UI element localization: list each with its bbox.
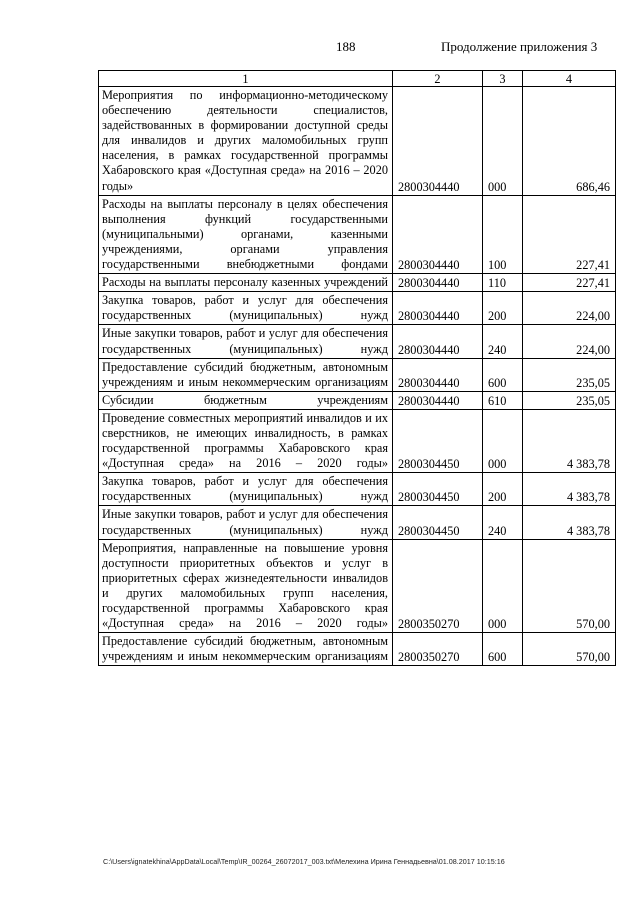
- row-target-code: 2800304450: [393, 409, 483, 472]
- table-row: [99, 539, 616, 633]
- row-target-code: 2800350270: [393, 633, 483, 666]
- row-target-code: 2800304440: [393, 87, 483, 196]
- row-target-code: 2800304440: [393, 358, 483, 391]
- row-description: Закупка товаров, работ и услуг для обеспечения государственных (муниципальных) нужд: [99, 473, 393, 506]
- row-amount: 4 383,78: [523, 409, 616, 472]
- row-expense-type: 600: [483, 358, 523, 391]
- row-expense-type: 000: [483, 87, 523, 196]
- row-target-code: 2800304440: [393, 292, 483, 325]
- row-target-code: 2800304440: [393, 274, 483, 292]
- continuation-title: Продолжение приложения 3: [441, 39, 598, 54]
- table-row: [99, 325, 616, 358]
- table-row: [99, 633, 616, 666]
- table-row: [99, 195, 616, 273]
- table-row: [99, 506, 616, 539]
- row-amount: 227,41: [523, 274, 616, 292]
- row-amount: 4 383,78: [523, 506, 616, 539]
- file-path-footer: C:\Users\ignatekhina\AppData\Local\Temp\IR_00264_26072017_003.txt\Мелехина Ирина Геннадьевна\01.08.2017 10:15:16: [103, 857, 505, 866]
- row-amount: 570,00: [523, 539, 616, 633]
- row-target-code: 2800304440: [393, 325, 483, 358]
- row-target-code: 2800304450: [393, 473, 483, 506]
- row-description: Проведение совместных мероприятий инвалидов и их сверстников, не имеющих инвалидность, в рамках государственной программы Хабаровского края «Доступная среда» на 2016 – 2020 годы»: [99, 409, 393, 472]
- row-description: Предоставление субсидий бюджетным, автономным учреждениям и иным некоммерческим организациям: [99, 633, 393, 666]
- row-target-code: 2800304440: [393, 195, 483, 273]
- row-description: Субсидии бюджетным учреждениям: [99, 391, 393, 409]
- row-expense-type: 200: [483, 473, 523, 506]
- row-amount: 686,46: [523, 87, 616, 196]
- row-expense-type: 240: [483, 506, 523, 539]
- row-expense-type: 200: [483, 292, 523, 325]
- row-expense-type: 000: [483, 539, 523, 633]
- row-description: Расходы на выплаты персоналу казенных учреждений: [99, 274, 393, 292]
- row-expense-type: 610: [483, 391, 523, 409]
- row-expense-type: 600: [483, 633, 523, 666]
- table-body: [99, 87, 616, 666]
- table-row: [99, 473, 616, 506]
- row-description: Предоставление субсидий бюджетным, автономным учреждениям и иным некоммерческим организациям: [99, 358, 393, 391]
- column-header-1: 1: [99, 71, 393, 87]
- table-row: [99, 292, 616, 325]
- row-description: Иные закупки товаров, работ и услуг для обеспечения государственных (муниципальных) нужд: [99, 325, 393, 358]
- row-description: Иные закупки товаров, работ и услуг для обеспечения государственных (муниципальных) нужд: [99, 506, 393, 539]
- row-description: Мероприятия по информационно-методическому обеспечению деятельности специалистов, задействованных в формировании доступной среды для инвалидов и других маломобильных групп населения, в рамках государственной программы Хабаровского края «Доступная среда» на 2016 – 2020 годы»: [99, 87, 393, 196]
- row-amount: 570,00: [523, 633, 616, 666]
- row-amount: 235,05: [523, 391, 616, 409]
- column-header-2: 2: [393, 71, 483, 87]
- column-header-3: 3: [483, 71, 523, 87]
- row-expense-type: 110: [483, 274, 523, 292]
- row-amount: 224,00: [523, 292, 616, 325]
- row-target-code: 2800350270: [393, 539, 483, 633]
- table-row: [99, 87, 616, 196]
- row-expense-type: 240: [483, 325, 523, 358]
- budget-table: [98, 70, 616, 666]
- table-row: [99, 358, 616, 391]
- row-description: Закупка товаров, работ и услуг для обеспечения государственных (муниципальных) нужд: [99, 292, 393, 325]
- row-expense-type: 000: [483, 409, 523, 472]
- table-row: [99, 391, 616, 409]
- table-row: [99, 274, 616, 292]
- row-description: Мероприятия, направленные на повышение уровня доступности приоритетных объектов и услуг в приоритетных сферах жизнедеятельности инвалидов и других маломобильных групп населения, государственной программы Хабаровского края «Доступная среда» на 2016 – 2020 годы»: [99, 539, 393, 633]
- column-header-4: 4: [523, 71, 616, 87]
- row-target-code: 2800304440: [393, 391, 483, 409]
- row-amount: 235,05: [523, 358, 616, 391]
- row-amount: 4 383,78: [523, 473, 616, 506]
- row-amount: 227,41: [523, 195, 616, 273]
- row-expense-type: 100: [483, 195, 523, 273]
- row-target-code: 2800304450: [393, 506, 483, 539]
- row-description: Расходы на выплаты персоналу в целях обеспечения выполнения функций государственными (муниципальными) органами, казенными учреждениями, органами управления государственными внебюджетными фондами: [99, 195, 393, 273]
- row-amount: 224,00: [523, 325, 616, 358]
- table-header-row: [99, 71, 616, 87]
- table-row: [99, 409, 616, 472]
- page-number: 188: [336, 39, 356, 54]
